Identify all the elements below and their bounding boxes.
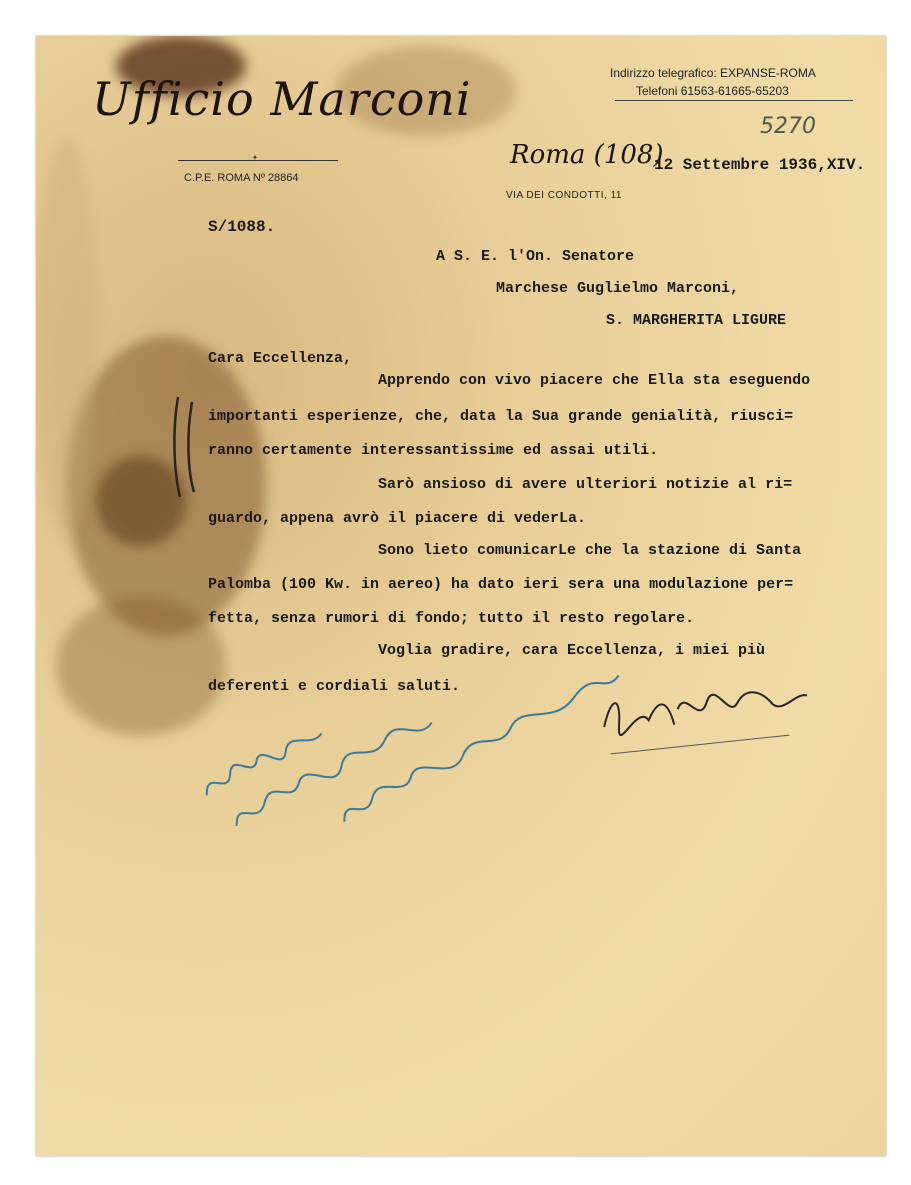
stain (36, 136, 96, 536)
body-line: Apprendo con vivo piacere che Ella sta eseguendo (378, 372, 811, 389)
body-line: Palomba (100 Kw. in aereo) ha dato ieri sera una modulazione per= (208, 576, 794, 593)
body-line: importanti esperienze, che, data la Sua grande genialità, riusci= (208, 408, 794, 425)
header-divider (615, 100, 853, 101)
body-line: Sono lieto comunicarLe che la stazione di Santa (378, 542, 802, 559)
letter-paper (36, 36, 886, 1156)
recipient-line-1: A S. E. l'On. Senatore (436, 248, 635, 265)
telegraph-address: Indirizzo telegrafico: EXPANSE-ROMA (610, 66, 816, 80)
letterhead-contacts (610, 64, 860, 100)
letterhead-logo: Ufficio Marconi (92, 72, 472, 126)
protocol-number: S/1088. (208, 218, 276, 236)
logo-divider (178, 160, 338, 161)
place-name: Roma (108) (510, 140, 664, 170)
phone-numbers: Telefoni 61563-61665-65203 (636, 84, 789, 98)
cpe-number: C.P.E. ROMA Nº 28864 (184, 172, 299, 184)
margin-stroke-icon (168, 392, 208, 502)
body-line: ranno certamente interessantissime ed assai utili. (208, 442, 659, 459)
body-line: fetta, senza rumori di fondo; tutto il resto regolare. (208, 610, 695, 627)
street-address: VIA DEI CONDOTTI, 11 (506, 190, 622, 201)
body-line: Sarò ansioso di avere ulteriori notizie al ri= (378, 476, 793, 493)
handwritten-reference: 5270 (760, 114, 816, 139)
recipient-line-3: S. MARGHERITA LIGURE (606, 312, 787, 329)
body-line: Voglia gradire, cara Eccellenza, i miei più (378, 642, 766, 659)
body-line: guardo, appena avrò il piacere di vederLa. (208, 510, 587, 527)
letter-date: 12 Settembre 1936,XIV. (654, 156, 866, 174)
recipient-line-2: Marchese Guglielmo Marconi, (496, 280, 740, 297)
salutation: Cara Eccellenza, (208, 350, 353, 367)
body-line: deferenti e cordiali saluti. (208, 678, 461, 695)
stain (56, 596, 226, 736)
margin-handwritten-mark (168, 392, 208, 526)
